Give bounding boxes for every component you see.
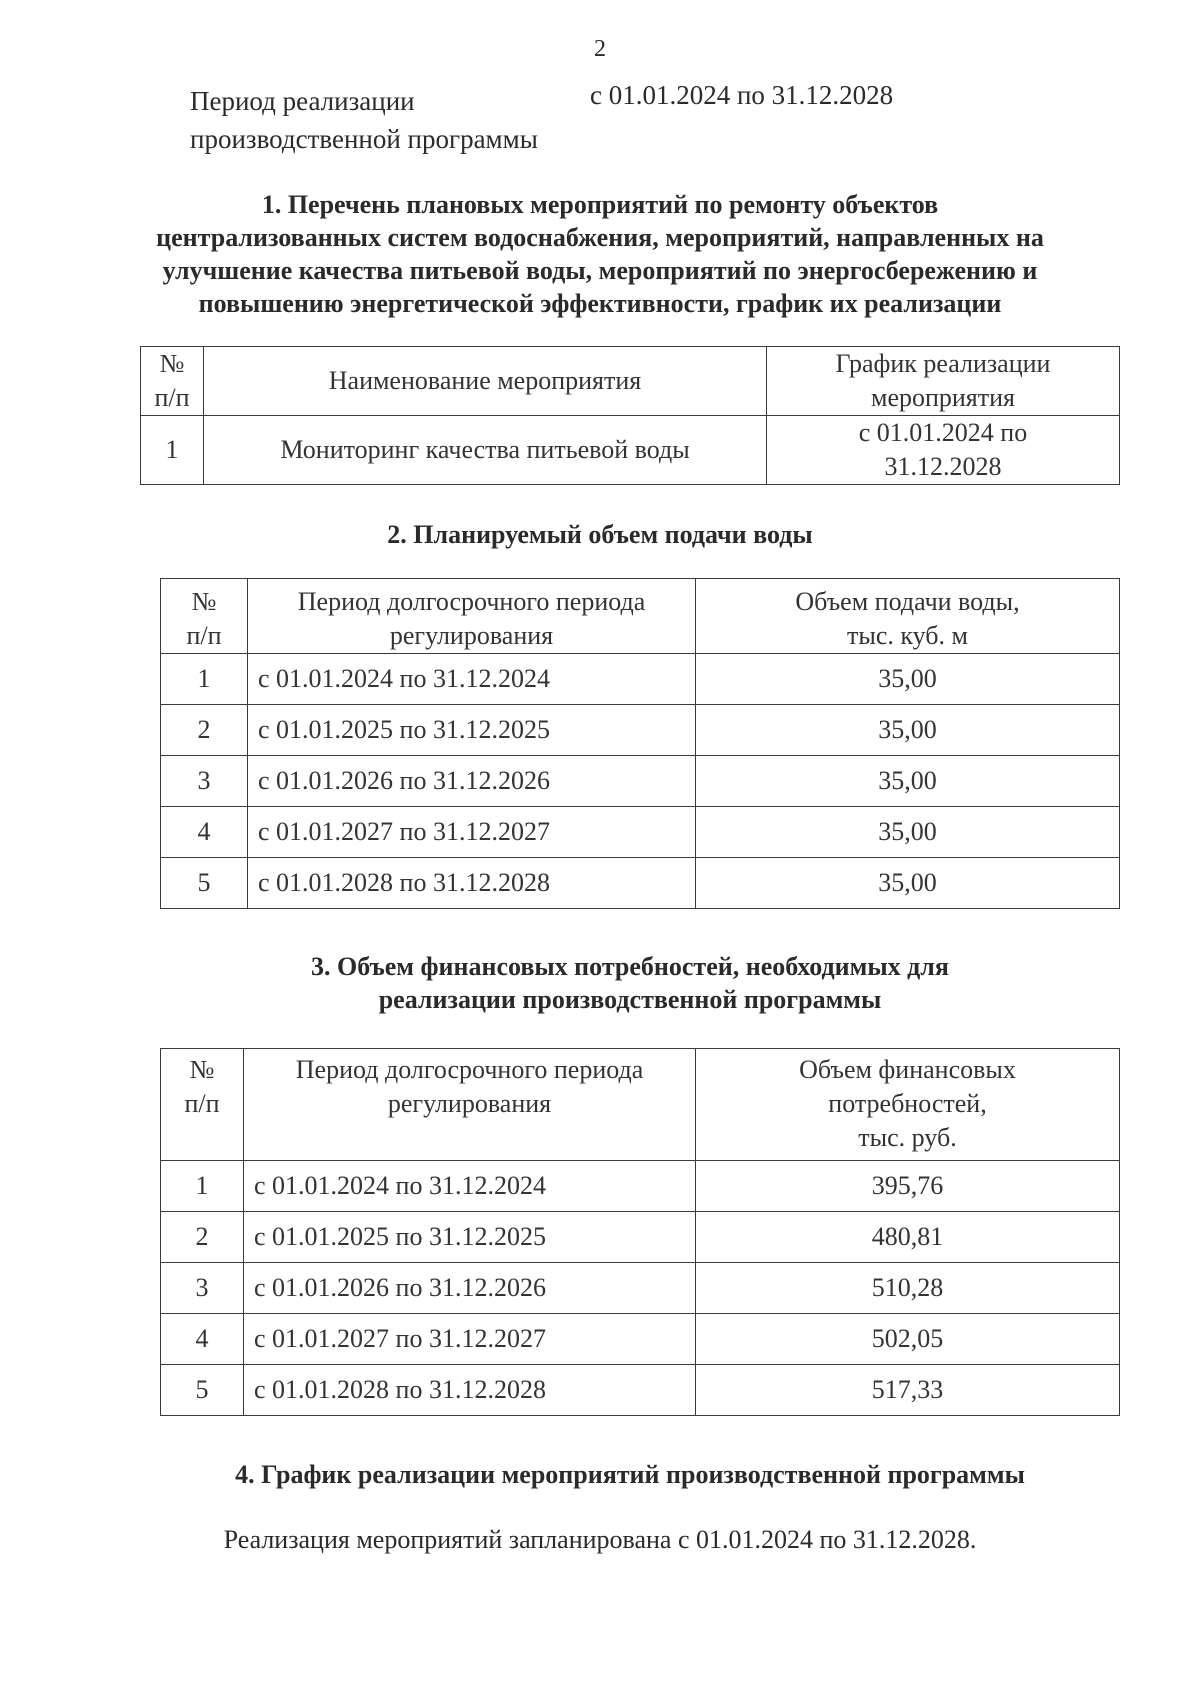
row-period: с 01.01.2026 по 31.12.2026 — [248, 756, 696, 807]
row-period: с 01.01.2026 по 31.12.2026 — [244, 1263, 696, 1314]
period-label-line1: Период реализации — [190, 86, 415, 116]
header-financial-volume: Объем финансовых потребностей, тыс. руб. — [696, 1049, 1120, 1161]
header-num: № п/п — [161, 579, 248, 654]
table-row — [161, 1212, 1120, 1263]
row-num: 1 — [141, 416, 204, 485]
table-row — [161, 1314, 1120, 1365]
row-num: 3 — [161, 756, 248, 807]
row-financial-volume: 395,76 — [696, 1161, 1120, 1212]
row-period: с 01.01.2028 по 31.12.2028 — [248, 858, 696, 909]
section4-title: 4. График реализации мероприятий производственной программы — [235, 1460, 1025, 1489]
row-period: с 01.01.2025 по 31.12.2025 — [244, 1212, 696, 1263]
section1-title-line2: централизованных систем водоснабжения, мероприятий, направленных на — [156, 223, 1044, 252]
section1-title — [0, 188, 1200, 320]
table-header-row — [161, 579, 1120, 654]
table-row — [161, 756, 1120, 807]
period-label — [190, 82, 538, 158]
section1-title-line4: повышению энергетической эффективности, график их реализации — [198, 289, 1002, 318]
table-row — [161, 705, 1120, 756]
financial-needs-table — [160, 1048, 1120, 1416]
section3-title — [30, 950, 1200, 1016]
row-volume: 35,00 — [696, 756, 1120, 807]
row-period: с 01.01.2024 по 31.12.2024 — [244, 1161, 696, 1212]
row-num: 3 — [161, 1263, 244, 1314]
section3-title-line1: 3. Объем финансовых потребностей, необходимых для — [311, 952, 949, 981]
row-volume: 35,00 — [696, 654, 1120, 705]
table-header-row — [161, 1049, 1120, 1161]
header-volume: Объем подачи воды, тыс. куб. м — [696, 579, 1120, 654]
row-num: 1 — [161, 1161, 244, 1212]
header-num: № п/п — [141, 347, 204, 416]
activities-table — [140, 346, 1120, 485]
row-schedule: с 01.01.2024 по 31.12.2028 — [767, 416, 1120, 485]
row-volume: 35,00 — [696, 858, 1120, 909]
header-period: Период долгосрочного периода регулирования — [248, 579, 696, 654]
row-financial-volume: 510,28 — [696, 1263, 1120, 1314]
table-row — [161, 807, 1120, 858]
header-num: № п/п — [161, 1049, 244, 1161]
header-period: Период долгосрочного периода регулирования — [244, 1049, 696, 1161]
row-num: 4 — [161, 807, 248, 858]
row-period: с 01.01.2028 по 31.12.2028 — [244, 1365, 696, 1416]
row-num: 4 — [161, 1314, 244, 1365]
row-num: 5 — [161, 1365, 244, 1416]
row-num: 5 — [161, 858, 248, 909]
header-schedule: График реализации мероприятия — [767, 347, 1120, 416]
row-name: Мониторинг качества питьевой воды — [204, 416, 767, 485]
row-period: с 01.01.2025 по 31.12.2025 — [248, 705, 696, 756]
row-financial-volume: 480,81 — [696, 1212, 1120, 1263]
section1-title-line3: улучшение качества питьевой воды, мероприятий по энергосбережению и — [162, 256, 1038, 285]
row-period: с 01.01.2027 по 31.12.2027 — [248, 807, 696, 858]
row-volume: 35,00 — [696, 705, 1120, 756]
period-value: с 01.01.2024 по 31.12.2028 — [590, 80, 894, 110]
section1-title-line1: 1. Перечень плановых мероприятий по ремонту объектов — [261, 190, 939, 219]
header-name: Наименование мероприятия — [204, 347, 767, 416]
table-row — [141, 416, 1120, 485]
table-row — [161, 1365, 1120, 1416]
table-row — [161, 1263, 1120, 1314]
row-num: 2 — [161, 1212, 244, 1263]
table-row — [161, 654, 1120, 705]
row-period: с 01.01.2024 по 31.12.2024 — [248, 654, 696, 705]
table-row — [161, 858, 1120, 909]
row-num: 1 — [161, 654, 248, 705]
row-period: с 01.01.2027 по 31.12.2027 — [244, 1314, 696, 1365]
section3-title-line2: реализации производственной программы — [378, 985, 882, 1014]
row-financial-volume: 502,05 — [696, 1314, 1120, 1365]
page-number: 2 — [594, 36, 606, 62]
table-row — [161, 1161, 1120, 1212]
table-header-row — [141, 347, 1120, 416]
period-label-line2: производственной программы — [190, 124, 538, 154]
row-financial-volume: 517,33 — [696, 1365, 1120, 1416]
row-num: 2 — [161, 705, 248, 756]
water-volume-table — [160, 578, 1120, 909]
section4-text: Реализация мероприятий запланирована с 01.01.2024 по 31.12.2028. — [223, 1525, 977, 1554]
row-volume: 35,00 — [696, 807, 1120, 858]
section2-title: 2. Планируемый объем подачи воды — [387, 520, 813, 549]
